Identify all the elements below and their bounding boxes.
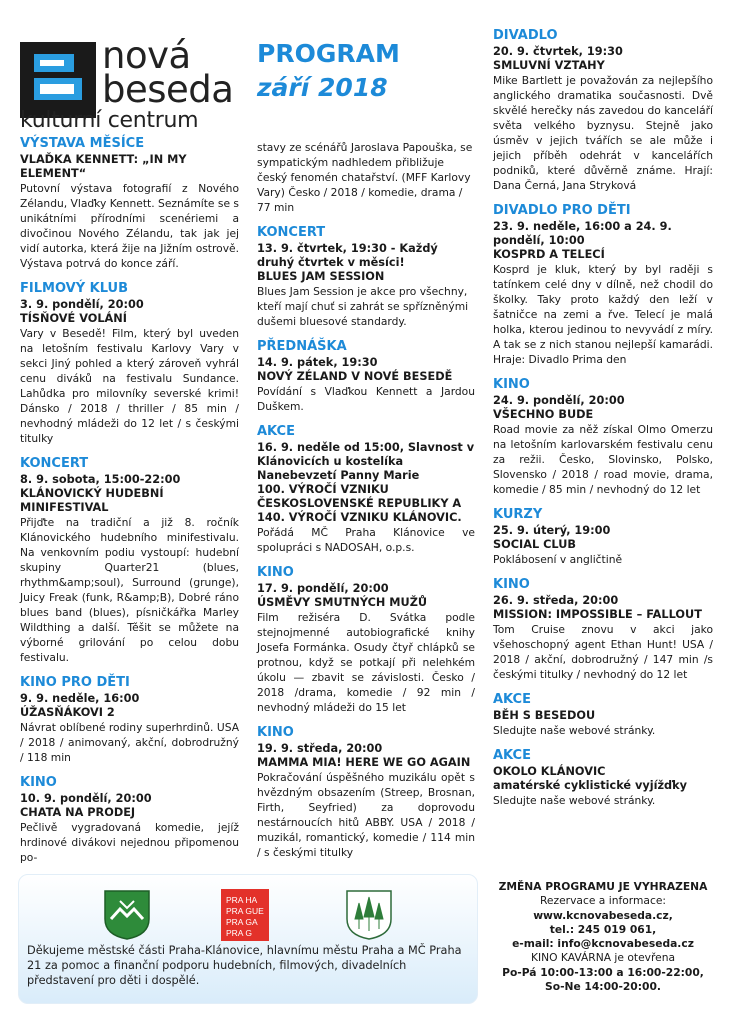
event-category: KINO (20, 775, 57, 790)
event-exhibition (20, 136, 239, 271)
event-description: Návrat oblíbené rodiny superhrdinů. USA / 2018 / animovaný, akční, dobrodružný / 118 min (20, 721, 239, 764)
event-cinema-usmevy (257, 565, 475, 715)
event-description: Kosprd je kluk, který by byl raději s tatínkem celé dny v dílně, než chodil do školky. Taky proto každý den leží v šatničce na zemi a řve. Telecí je malá holka, kterou jedinou to nevyvádí z míry. A tak se z nich stanou nejlepší kamarádi. Hraje: Divadlo Prima den (493, 263, 713, 366)
sponsors-thanks: Děkujeme městské části Praha-Klánovice, hlavnímu městu Praha a MČ Praha 21 za pomoc a finanční podporu hudebních, filmových, divadelních představení pro děti i dospělé. (27, 944, 462, 987)
event-theatre (493, 28, 713, 193)
event-description: Mike Bartlett je považován za nejlepšího anglického dramatika současnosti. Dvě skvělé herečky nás zavedou do kanceláří světa velkého byznysu. Stejně jako úsměv v jejich tvářích se ale může i jejich příběh odehrát v kancelářích podniků, které důvěrně známe. Hrají: Dana Černá, Jana Stryková (493, 74, 713, 192)
event-description: Sledujte naše webové stránky. (493, 794, 656, 807)
event-date: 9. 9. neděle, 16:00 (20, 692, 140, 705)
event-category: KINO (493, 577, 530, 592)
event-title: KOSPRD A TELECÍ (493, 248, 605, 261)
event-title: KLÁNOVICKÝ HUDEBNÍ MINIFESTIVAL (20, 487, 164, 514)
opening-hours-weekend: So-Ne 14:00-20:00. (545, 980, 661, 994)
event-date: 16. 9. neděle od 15:00, Slavnost v Klánovicích u kostelíka Nanebevzetí Panny Marie (257, 441, 475, 482)
event-date: 13. 9. čtvrtek, 19:30 - Každý druhý čtvrtek v měsíci! (257, 242, 438, 269)
event-date: 24. 9. pondělí, 20:00 (493, 394, 625, 407)
event-title: VŠECHNO BUDE (493, 408, 594, 421)
brand-logo (20, 34, 239, 138)
event-category: DIVADLO PRO DĚTI (493, 203, 631, 218)
event-category: KURZY (493, 507, 543, 522)
event-title: NOVÝ ZÉLAND V NOVÉ BESEDĚ (257, 370, 453, 383)
event-description: Putovní výstava fotografií z Nového Zélandu, Vlaďky Kennett. Seznámíte se s unikátními přírodními scenériemi a divočinou Nového Zélandu, tak jak jej vidí autorka, která žije na Jižním ostrově. Výstava potrvá do konce září. (20, 182, 239, 270)
event-category: KINO (257, 725, 294, 740)
event-category: PŘEDNÁŠKA (257, 339, 347, 354)
sponsors-box (18, 874, 478, 1004)
event-description: Blues Jam Session je akce pro všechny, kteří mají chuť si zahrát se spřízněnými dušemi bluesové standardy. (257, 285, 469, 328)
cafe-label: KINO KAVÁRNA je otevřena (530, 951, 676, 965)
event-date: 10. 9. pondělí, 20:00 (20, 792, 152, 805)
phone-number: tel.: 245 019 061, (549, 922, 657, 936)
event-category: KINO (257, 565, 294, 580)
website-link[interactable]: www.kcnovabeseda.cz, (533, 908, 673, 922)
column-3 (493, 28, 713, 808)
event-date: 20. 9. čtvrtek, 19:30 (493, 45, 623, 58)
event-description: Sledujte naše webové stránky. (493, 724, 656, 737)
event-category: KONCERT (20, 456, 89, 471)
event-cinema-chata (20, 775, 239, 865)
event-description: Film režiséra D. Svátka podle stejnojmenné autobiografické knihy Josefa Formánka. Osudy čtyř chlápků se protnou, když se potkají při nelehkém úkolu — zbavit se závislosti. Česko / 2018 /drama, komedie / 92 min / nevhodný mládeži do 15 let (257, 611, 475, 714)
event-category: AKCE (493, 748, 531, 763)
event-title: ÚŽASŇÁKOVI 2 (20, 706, 115, 719)
event-description: Road movie za něž získal Olmo Omerzu na letošním karlovarském festivalu cenu za režii. Česko, Slovinsko, Polsko, Slovensko / 2018 / road movie, drama, komedie / 85 min / nevhodný do 12 let (493, 423, 713, 496)
event-category: FILMOVÝ KLUB (20, 281, 128, 296)
event-description: Pořádá MČ Praha Klánovice ve spolupráci s NADOSAH, o.p.s. (257, 526, 475, 554)
contact-info (493, 880, 713, 994)
reservation-label: Rezervace a informace: (539, 894, 667, 908)
event-date: 3. 9. pondělí, 20:00 (20, 298, 144, 311)
event-date: 26. 9. středa, 20:00 (493, 594, 619, 607)
event-run (493, 692, 713, 738)
column-2 (257, 140, 475, 860)
event-description: Přijďte na tradiční a již 8. ročník Klánovického hudebního minifestivalu. Na venkovním podiu vystoupí: hudební skupiny Quarter21 (blues, rhythm&amp;soul), Surround (grunge), Juicy Freak (funk, R&amp;B), Dobré ráno blues band (blues), písničkářka Marley Wildthing a další. Těšit se můžete na výborné grilování po celou dobu festivalu. (20, 516, 239, 664)
event-title: BLUES JAM SESSION (257, 270, 385, 283)
event-category: DIVADLO (493, 28, 558, 43)
event-category: VÝSTAVA MĚSÍCE (20, 136, 145, 151)
prague-crest-icon (221, 889, 269, 941)
event-title: ÚSMĚVY SMUTNÝCH MUŽŮ (257, 596, 428, 609)
event-date: 19. 9. středa, 20:00 (257, 742, 383, 755)
event-cinema-mission (493, 577, 713, 682)
program-title: PROGRAM (257, 39, 400, 68)
event-anniversary (257, 424, 475, 555)
event-cycling (493, 748, 713, 808)
event-subtitle: amatérské cyklistické vyjížďky (493, 779, 688, 792)
event-title: OKOLO KLÁNOVIC (493, 765, 606, 778)
event-date: 25. 9. úterý, 19:00 (493, 524, 611, 537)
logo-subtitle: kulturní centrum (20, 108, 199, 133)
event-title: VLAĎKA KENNETT: „IN MY ELEMENT“ (20, 153, 187, 180)
event-category: KINO (493, 377, 530, 392)
logo-name-line2: beseda (102, 68, 234, 111)
event-concert-minifestival (20, 456, 239, 665)
event-title: MAMMA MIA! HERE WE GO AGAIN (257, 756, 471, 769)
event-description: Tom Cruise znovu v akci jako všehoschopný agent Ethan Hunt! USA / 2018 / akční, dobrodružný / 147 min /s českými titulky / nevhodný do 12 let (493, 623, 713, 681)
event-date: 14. 9. pátek, 19:30 (257, 356, 378, 369)
event-title: SOCIAL CLUB (493, 538, 576, 551)
opening-hours-weekday: Po-Pá 10:00-13:00 a 16:00-22:00, (502, 965, 704, 979)
event-category: KINO PRO DĚTI (20, 675, 130, 690)
event-title: MISSION: IMPOSSIBLE – FALLOUT (493, 608, 702, 621)
prague-crest-text: PRA HA PRA GUE PRA GA PRA G (226, 895, 264, 938)
event-courses (493, 507, 713, 567)
event-blues-jam (257, 225, 475, 329)
nova-beseda-logo-icon (20, 42, 96, 118)
event-kids-cinema (20, 675, 239, 765)
event-title: 100. VÝROČÍ VZNIKU ČESKOSLOVENSKÉ REPUBLIKY A 140. VÝROČÍ VZNIKU KLÁNOVIC. (257, 483, 462, 524)
event-date: 17. 9. pondělí, 20:00 (257, 582, 389, 595)
event-date: 23. 9. neděle, 16:00 a 24. 9. pondělí, 10:00 (493, 220, 672, 247)
event-description: Povídání s Vlaďkou Kennett a Jardou Duškem. (257, 385, 475, 413)
event-cinema-vsechno-bude (493, 377, 713, 497)
praha21-crest-icon (345, 889, 393, 941)
event-description: Pečlivě vygradovaná komedie, jejíž hrdinové divákovi nejednou připomenou po- (20, 821, 239, 864)
event-title: BĚH S BESEDOU (493, 709, 596, 722)
event-date: 8. 9. sobota, 15:00-22:00 (20, 473, 181, 486)
program-change-notice: ZMĚNA PROGRAMU JE VYHRAZENA (498, 880, 708, 893)
event-kids-theatre (493, 203, 713, 367)
event-title: CHATA NA PRODEJ (20, 806, 136, 819)
event-category: AKCE (257, 424, 295, 439)
event-description: Vary v Besedě! Film, který byl uveden na letošním festivalu Karlovy Vary v sekci Jiný pohled a který zároveň vyhrál cenu diváků na festivalu Sundance. Lahůdka pro milovníky severské krimi! Dánsko / 2018 / thriller / 85 min / nevhodný mládeži do 12 let / s českými titulky (20, 327, 239, 445)
program-month: září 2018 (257, 73, 388, 102)
email-link[interactable]: e-mail: info@kcnovabeseda.cz (512, 937, 694, 951)
event-film-club (20, 281, 239, 446)
event-category: KONCERT (257, 225, 326, 240)
column-1 (20, 136, 239, 865)
event-category: AKCE (493, 692, 531, 707)
logo-name-line1: nová (102, 34, 191, 77)
event-cinema-mamma-mia (257, 725, 475, 860)
event-title: SMLUVNÍ VZTAHY (493, 59, 605, 72)
event-lecture (257, 339, 475, 414)
event-description: Pokračování úspěšného muzikálu opět s hvězdným obsazením (Streep, Brosnan, Firth, Seyfried) za doprovodu nestárnoucích hitů ABBY. USA / 2018 / muzikál, romantický, komedie / 114 min / s českými titulky (257, 771, 475, 859)
event-description: Poklábosení v angličtině (493, 553, 623, 566)
event-description-continued: stavy ze scénářů Jaroslava Papouška, se sympatickým nadhledem přibližuje český fenomén chatařství. (MFF Karlovy Vary) Česko / 2018 / komedie, drama / 77 min (257, 141, 473, 214)
klanovice-crest-icon (103, 889, 151, 941)
event-title: TÍSŇOVÉ VOLÁNÍ (20, 312, 127, 325)
